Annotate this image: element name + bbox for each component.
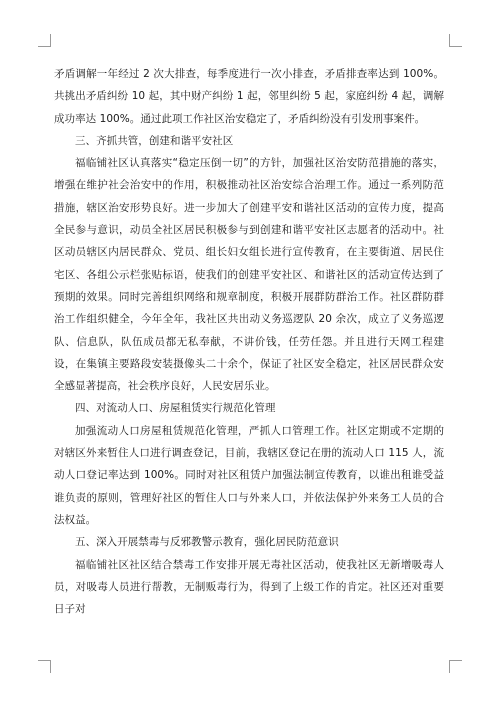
- heading-section-3: 三、齐抓共管，创建和谐平安社区: [75, 134, 234, 147]
- crop-mark-top-right: [449, 34, 462, 47]
- crop-mark-bottom-left: [38, 660, 51, 673]
- crop-mark-bottom-right: [449, 660, 462, 673]
- document-body: [54, 63, 444, 667]
- heading-section-4: 四、对流动人口、房屋租赁实行规范化管理: [75, 402, 276, 415]
- paragraph-safety: 福临铺社区认真落实“稳定压倒一切”的方针，加强社区治安防范措施的落实，增强在维护社会治安中的作用，积极推动社区治安综合治理工作。通过一系列防范措施，辖区治安形势良好。进一步加大了创建平安和谐社区活动的宣传力度，提高全民参与意识，动员全社区居民积极参与到创建和谐平安社区志愿者的活动中。社区动员辖区内居民群众、党员、组长妇女组长进行宣传教育，在主要街道、居民住宅区、各组公示栏张贴标语，使我们的创建平安社区、和谐社区的活动宣传达到了预期的效果。同时完善组织网络和规章制度，积极开展群防群治工作。社区群防群治工作组织健全，今年全年，我社区共出动义务巡逻队 20 余次，成立了义务巡逻队、信息队，队伍成员都无私奉献，不讲价钱，任劳任怨。并且进行天网工程建设，在集镇主要路段安装摄像头二十余个，保证了社区安全稳定，社区居民群众安全感显著提高，社会秩序良好，人民安居乐业。: [54, 157, 444, 393]
- paragraph-mediation: 矛盾调解一年经过 2 次大排查，每季度进行一次小排查，矛盾排查率达到 100%。共挑出矛盾纠纷 10 起，其中财产纠纷 1 起，邻里纠纷 5 起，家庭纠纷 4 起，调解成功率达 100%。通过此项工作社区治安稳定了，矛盾纠纷没有引发刑事案件。: [54, 68, 444, 125]
- heading-section-5: 五、深入开展禁毒与反邪教警示教育，强化居民防范意识: [75, 536, 339, 549]
- paragraph-drug-control: 福临铺社区社区结合禁毒工作安排开展无毒社区活动，使我社区无新增吸毒人员，对吸毒人员进行帮教，无制贩毒行为，得到了上级工作的肯定。社区还对重要日子对: [54, 558, 444, 616]
- paragraph-population: 加强流动人口房屋租赁规范化管理，严抓人口管理工作。社区定期或不定期的对辖区外来暂住人口进行调查登记，目前，我辖区登记在册的流动人口 115 人，流动人口登记率达到 100%。同时对社区租赁户加强法制宣传教育，以谁出租谁受益谁负责的原则，管理好社区的暂住人口与外来人口，并依法保护外来务工人员的合法权益。: [54, 424, 444, 526]
- crop-mark-top-left: [38, 34, 51, 47]
